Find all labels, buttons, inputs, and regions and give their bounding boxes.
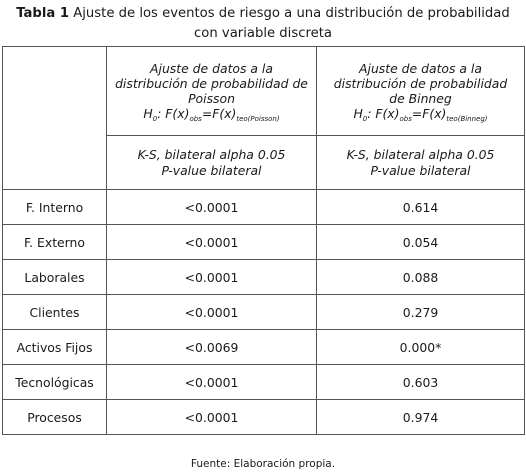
binneg-pvalue: 0.614	[317, 190, 525, 225]
poisson-pvalue: <0.0001	[107, 225, 317, 260]
h-subscript: 0	[362, 115, 368, 123]
header-poisson	[107, 47, 317, 136]
teo-subscript: teo(Poisson)	[236, 115, 280, 123]
h-symbol: H	[353, 106, 363, 121]
source-note: Fuente: Elaboración propia.	[190, 458, 336, 470]
obs-subscript: obs	[399, 115, 412, 123]
poisson-pvalue: <0.0001	[107, 400, 317, 435]
row-label: Clientes	[3, 295, 107, 330]
teo-subscript: teo(Binneg)	[446, 115, 488, 123]
binneg-test-cell	[317, 136, 525, 190]
poisson-pvalue-label: P-value bilateral	[161, 162, 262, 178]
row-label: F. Externo	[3, 225, 107, 260]
caption-line-2: con variable discreta	[194, 26, 332, 41]
poisson-test-cell	[107, 136, 317, 190]
poisson-test: K-S, bilateral alpha 0.05	[137, 146, 286, 162]
binneg-pvalue: 0.603	[317, 365, 525, 400]
caption-label: Tabla 1	[16, 6, 70, 21]
fx-obs-text: : F(x)	[157, 106, 190, 121]
obs-subscript: obs	[189, 115, 202, 123]
poisson-title-line-2: distribución de probabilidad de	[115, 76, 308, 91]
table-row	[3, 190, 525, 225]
caption-line-1	[0, 4, 526, 24]
results-table	[2, 46, 525, 435]
table-row	[3, 295, 525, 330]
table-row	[3, 400, 525, 435]
poisson-pvalue: <0.0069	[107, 330, 317, 365]
row-label: F. Interno	[3, 190, 107, 225]
poisson-pvalue: <0.0001	[107, 190, 317, 225]
table-row	[3, 365, 525, 400]
binneg-hypothesis	[317, 106, 524, 121]
poisson-pvalue: <0.0001	[107, 365, 317, 400]
poisson-hypothesis	[107, 106, 316, 121]
poisson-pvalue: <0.0001	[107, 295, 317, 330]
table-row	[3, 260, 525, 295]
binneg-pvalue-label: P-value bilateral	[370, 162, 471, 178]
binneg-pvalue: 0.088	[317, 260, 525, 295]
row-label: Tecnológicas	[3, 365, 107, 400]
poisson-title-line-3: Poisson	[188, 91, 235, 106]
poisson-pvalue: <0.0001	[107, 260, 317, 295]
header-binneg	[317, 47, 525, 136]
table-row	[3, 330, 525, 365]
caption-text: Ajuste de los eventos de riesgo a una distribución de probabilidad	[73, 6, 510, 21]
poisson-title-line-1: Ajuste de datos a la	[150, 61, 273, 76]
binneg-title-line-3: de Binneg	[389, 91, 452, 106]
h-subscript: 0	[152, 115, 158, 123]
binneg-pvalue: 0.054	[317, 225, 525, 260]
binneg-test: K-S, bilateral alpha 0.05	[346, 146, 495, 162]
binneg-title-line-2: distribución de probabilidad	[333, 76, 508, 91]
h-symbol: H	[143, 106, 153, 121]
fx-teo-text: =F(x)	[201, 106, 237, 121]
binneg-pvalue: 0.000*	[317, 330, 525, 365]
binneg-pvalue: 0.974	[317, 400, 525, 435]
row-label: Procesos	[3, 400, 107, 435]
binneg-title-line-1: Ajuste de datos a la	[359, 61, 482, 76]
table-row	[3, 225, 525, 260]
row-label: Activos Fijos	[3, 330, 107, 365]
header-empty-cell	[3, 47, 107, 190]
fx-obs-text: : F(x)	[367, 106, 400, 121]
row-label: Laborales	[3, 260, 107, 295]
header-row-1	[3, 47, 525, 136]
binneg-pvalue: 0.279	[317, 295, 525, 330]
table-caption	[0, 4, 526, 44]
fx-teo-text: =F(x)	[411, 106, 447, 121]
